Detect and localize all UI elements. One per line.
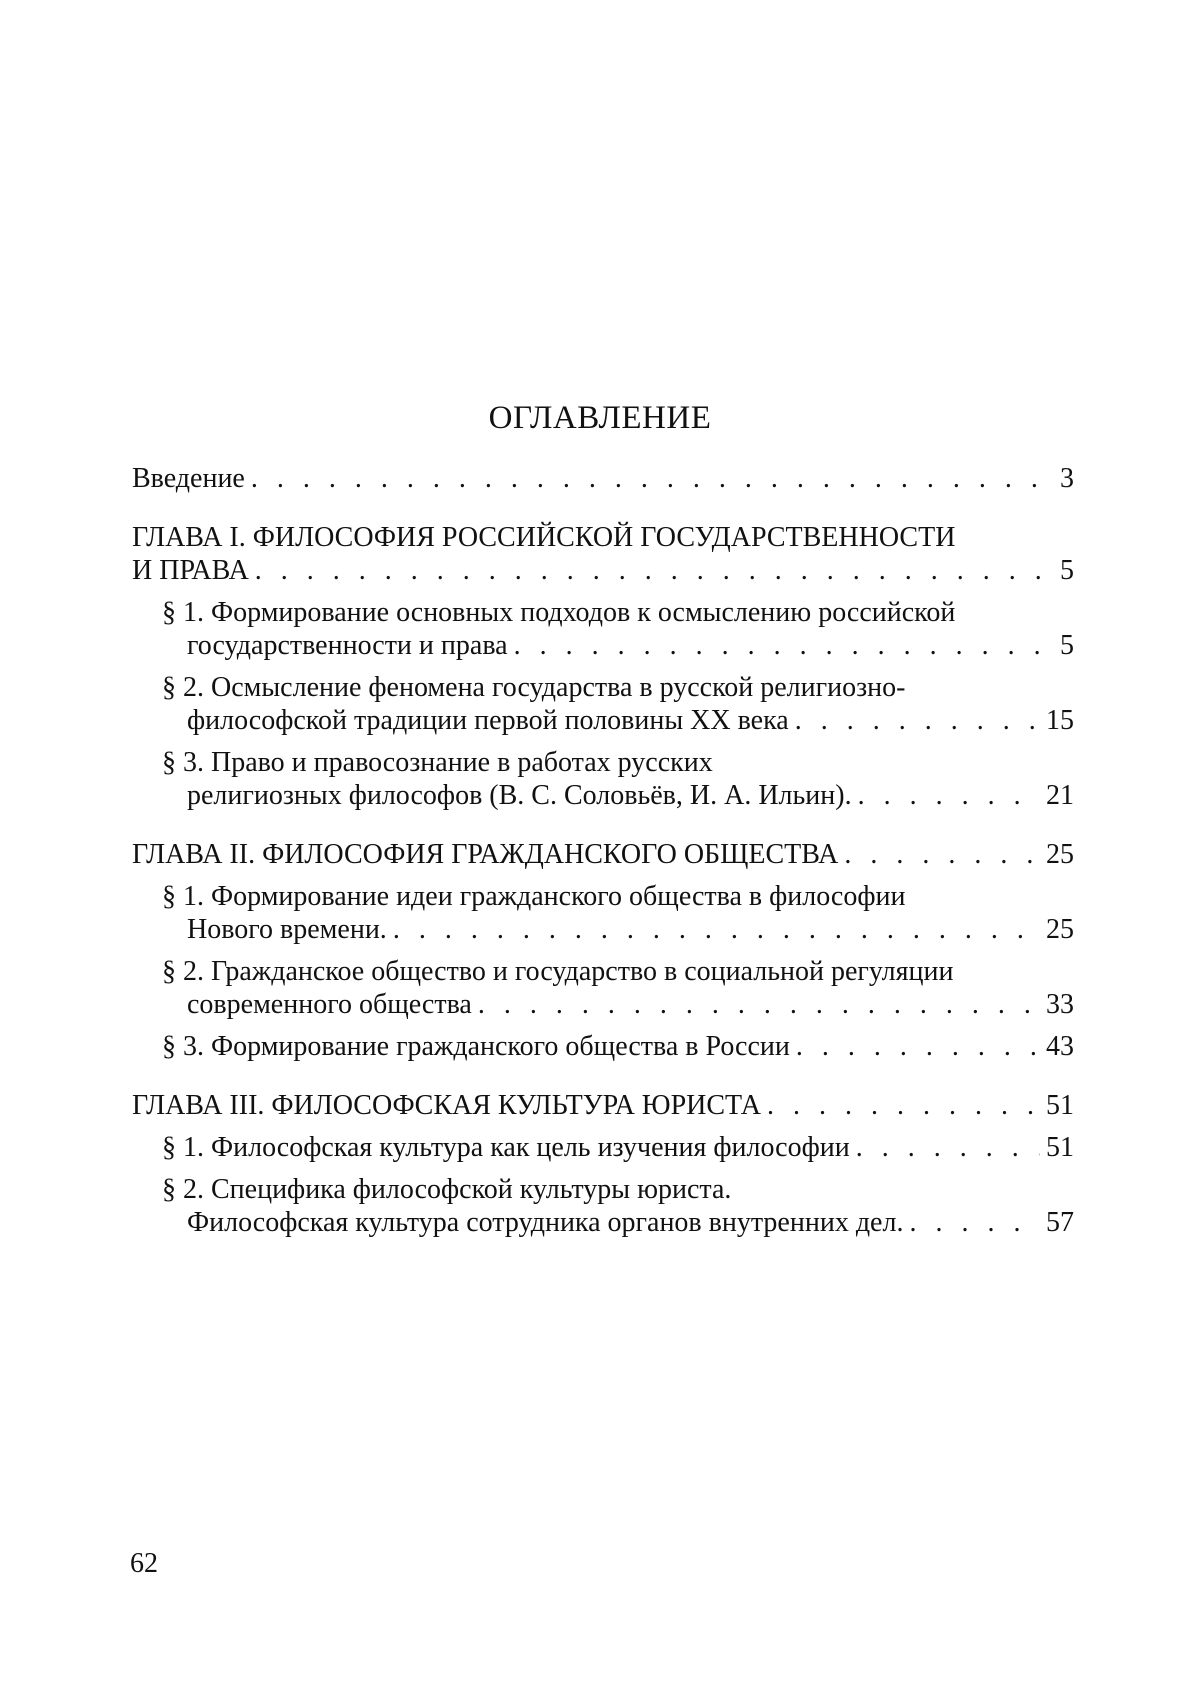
toc-page-number: 21 <box>1046 780 1074 811</box>
toc-entry-row <box>162 1030 1074 1063</box>
toc-entry-row <box>187 629 1074 662</box>
toc-page-number: 15 <box>1046 705 1074 736</box>
toc-section-entry <box>132 955 1074 1021</box>
toc-entry-line: § 3. Право и правосознание в работах русских <box>162 747 713 778</box>
toc-page-number: 57 <box>1046 1207 1074 1238</box>
toc-entry-title: ГЛАВА II. ФИЛОСОФИЯ ГРАЖДАНСКОГО ОБЩЕСТВА <box>132 839 839 870</box>
table-of-contents <box>132 462 1074 1248</box>
toc-entry-title: § 1. Философская культура как цель изучения философии <box>162 1132 850 1163</box>
toc-section-entry <box>132 746 1074 812</box>
toc-entry-title: религиозных философов (В. С. Соловьёв, И. А. Ильин). <box>187 780 852 811</box>
toc-page-number: 51 <box>1046 1132 1074 1163</box>
toc-entry-row <box>187 988 1074 1021</box>
toc-entry-row <box>132 554 1074 587</box>
toc-page-number: 43 <box>1046 1031 1074 1062</box>
dot-leader <box>514 629 1054 662</box>
toc-entry-line: § 2. Гражданское общество и государство в социальной регуляции <box>162 956 954 987</box>
toc-page-number: 3 <box>1060 463 1074 494</box>
toc-entry-row <box>187 704 1074 737</box>
dot-leader <box>909 1206 1040 1239</box>
page-title: ОГЛАВЛЕНИЕ <box>488 400 712 436</box>
toc-section-entry <box>132 1131 1074 1164</box>
toc-entry-row <box>187 913 1074 946</box>
toc-entry-line: § 2. Осмысление феномена государства в русской религиозно- <box>162 672 906 703</box>
toc-entry-title: § 3. Формирование гражданского общества в России <box>162 1031 790 1062</box>
toc-entry <box>132 462 1074 495</box>
dot-leader <box>796 1030 1040 1063</box>
toc-section-entry <box>132 1030 1074 1063</box>
dot-leader <box>478 988 1040 1021</box>
dot-leader <box>795 704 1040 737</box>
toc-chapter-entry <box>132 1089 1074 1122</box>
toc-chapter-entry <box>132 838 1074 871</box>
toc-entry-title: И ПРАВА <box>132 555 249 586</box>
toc-entry-title: Философская культура сотрудника органов внутренних дел. <box>187 1207 904 1238</box>
toc-page-number: 5 <box>1060 630 1074 661</box>
toc-entry-title: государственности и права <box>187 630 508 661</box>
toc-chapter-entry <box>132 521 1074 587</box>
toc-entry-title: философской традиции первой половины XX века <box>187 705 789 736</box>
dot-leader <box>856 1131 1040 1164</box>
toc-entry-row <box>187 779 1074 812</box>
toc-section-entry <box>132 1173 1074 1239</box>
toc-entry-row <box>162 1131 1074 1164</box>
toc-entry-line: § 2. Специфика философской культуры юриста. <box>162 1174 732 1205</box>
toc-section-entry <box>132 671 1074 737</box>
toc-entry-row <box>187 1206 1074 1239</box>
page-number: 62 <box>130 1548 158 1579</box>
dot-leader <box>858 779 1040 812</box>
toc-section-entry <box>132 880 1074 946</box>
toc-page-number: 51 <box>1046 1090 1074 1121</box>
toc-page-number: 25 <box>1046 839 1074 870</box>
toc-entry-title: Введение <box>132 463 245 494</box>
toc-entry-title: современного общества <box>187 989 472 1020</box>
toc-entry-title: Нового времени. <box>187 914 387 945</box>
dot-leader <box>393 913 1040 946</box>
dot-leader <box>844 838 1040 871</box>
dot-leader <box>767 1089 1040 1122</box>
toc-entry-line: § 1. Формирование идеи гражданского общества в философии <box>162 881 906 912</box>
toc-section-entry <box>132 596 1074 662</box>
toc-entry-row <box>132 462 1074 495</box>
toc-entry-line: § 1. Формирование основных подходов к осмыслению российской <box>162 597 956 628</box>
toc-page-number: 5 <box>1060 555 1074 586</box>
toc-entry-row <box>132 838 1074 871</box>
dot-leader <box>251 462 1054 495</box>
toc-page-number: 25 <box>1046 914 1074 945</box>
dot-leader <box>255 554 1054 587</box>
toc-page-number: 33 <box>1046 989 1074 1020</box>
toc-entry-row <box>132 1089 1074 1122</box>
toc-entry-title: ГЛАВА III. ФИЛОСОФСКАЯ КУЛЬТУРА ЮРИСТА <box>132 1090 761 1121</box>
toc-entry-line: ГЛАВА I. ФИЛОСОФИЯ РОССИЙСКОЙ ГОСУДАРСТВЕННОСТИ <box>132 522 956 553</box>
